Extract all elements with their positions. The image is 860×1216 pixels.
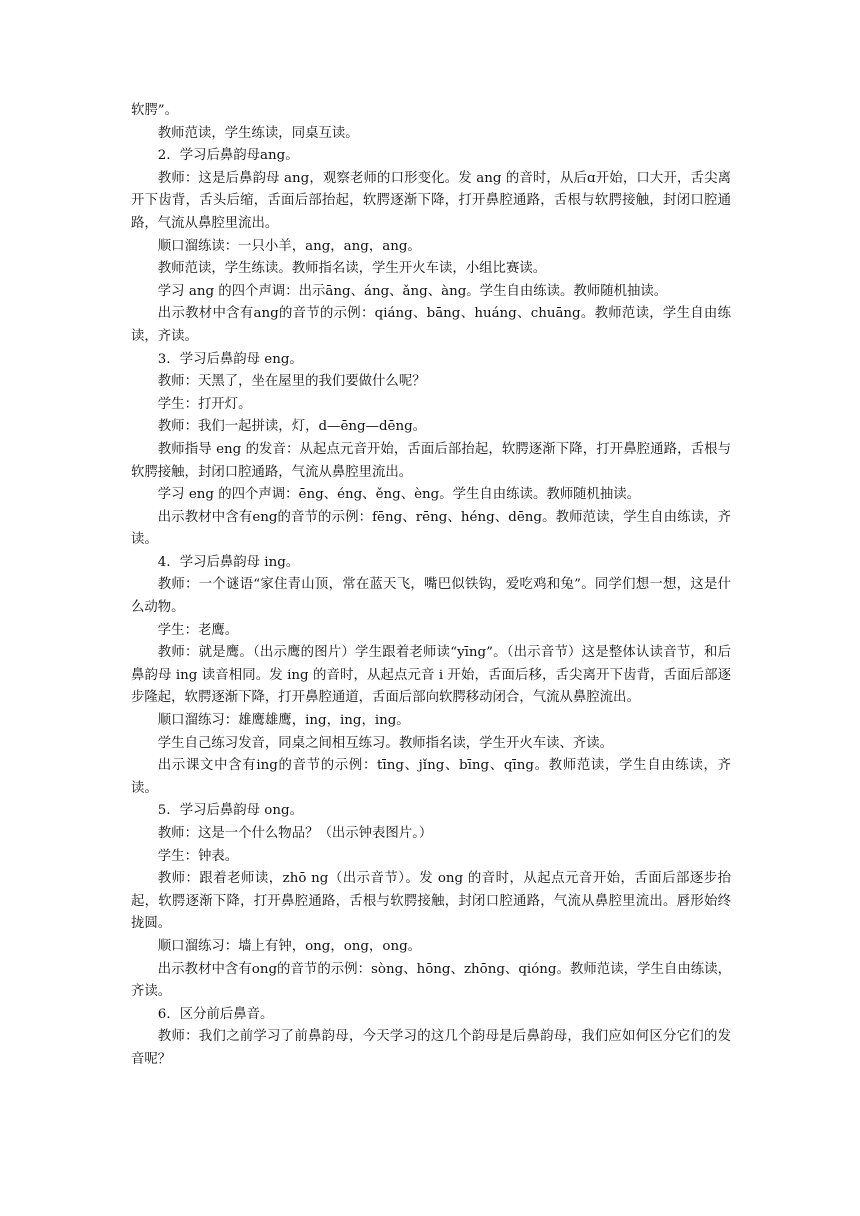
paragraph: 教师范读，学生练读，同桌互读。 [157, 125, 359, 141]
paragraph: 顺口溜练读：一只小羊，ang，ang，ang。 [157, 238, 421, 254]
paragraph: 2．学习后鼻韵母ang。 [157, 148, 299, 164]
paragraph: 教师：天黑了，坐在屋里的我们要做什么呢？ [157, 374, 426, 390]
paragraph: 教师：我们之前学习了前鼻韵母，今天学习的这几个韵母是后鼻韵母，我们应如何区分它们的发音呢？ [131, 1029, 731, 1067]
paragraph: 学习 eng 的四个声调：ēng、éng、ěng、èng。学生自由练读。教师随机抽读。 [157, 487, 641, 503]
paragraph: 出示教材中含有eng的音节的示例：fēng、rēng、héng、dēng。教师范读，学生自由练读，齐读。 [131, 509, 731, 548]
paragraph: 教师：我们一起拼读，灯，d—ēng—dēng。 [157, 419, 427, 435]
paragraph: 教师：一个谜语“家住青山顶，常在蓝天飞，嘴巴似铁钩，爱吃鸡和兔”。同学们想一想，这是什么动物。 [131, 577, 731, 616]
paragraph: 出示课文中含有ing的音节的示例：tīng、jǐng、bīng、qīng。教师范读，学生自由练读，齐读。 [131, 758, 731, 796]
paragraph: 出示教材中含有ang的音节的示例：qiáng、bāng、huáng、chuāng。教师范读，学生自由练读，齐读。 [131, 306, 731, 344]
paragraph: 软腭”。 [131, 103, 179, 118]
paragraph: 学生：老鹰。 [157, 622, 239, 638]
paragraph: 出示教材中含有ong的音节的示例：sòng、hōng、zhōng、qióng。教师范读，学生自由练读，齐读。 [131, 961, 731, 1000]
paragraph: 教师指导 eng 的发音：从起点元音开始，舌面后部抬起，软腭逐渐下降，打开鼻腔通路，舌根与软腭接触，封闭口腔通路，气流从鼻腔里流出。 [131, 441, 731, 480]
paragraph: 顺口溜练习：雄鹰雄鹰，ing，ing，ing。 [157, 713, 410, 729]
paragraph: 教师：就是鹰。（出示鹰的图片）学生跟着老师读“yīng”。（出示音节）这是整体认读音节，和后鼻韵母 ing 读音相同。发 ing 的音时，从起点元音 i 开始，舌面后移，舌尖离开下齿背，舌面后部逐步隆起，软腭逐渐下降，打开鼻腔通道，舌面后部向软腭移动闭合，气流从鼻腔流出。 [131, 645, 731, 706]
paragraph: 5．学习后鼻韵母 ong。 [157, 803, 303, 819]
paragraph: 4．学习后鼻韵母 ing。 [157, 554, 300, 570]
paragraph: 教师范读，学生练读。教师指名读，学生开火车读，小组比赛读。 [157, 261, 547, 277]
paragraph: 3．学习后鼻韵母 eng。 [157, 351, 303, 367]
paragraph: 教师：这是一个什么物品？（出示钟表图片。） [157, 826, 433, 841]
paragraph: 6．区分前后鼻音。 [157, 1006, 274, 1022]
paragraph: 学生：钟表。 [157, 848, 239, 864]
paragraph: 学生自己练习发音，同桌之间相互练习。教师指名读，学生开火车读、齐读。 [157, 735, 614, 751]
document-body [131, 100, 731, 1072]
paragraph: 教师：这是后鼻韵母 ang，观察老师的口形变化。发 ang 的音时，从后ɑ开始，口大开，舌尖离开下齿背，舌头后缩，舌面后部抬起，软腭逐渐下降，打开鼻腔通路，舌根与软腭接触，封闭口腔通路，气流从鼻腔里流出。 [131, 170, 731, 231]
paragraph: 学生：打开灯。 [157, 396, 252, 412]
paragraph: 顺口溜练习：墙上有钟，ong，ong，ong。 [157, 938, 422, 954]
paragraph: 教师：跟着老师读，zhō ng（出示音节）。发 ong 的音时，从起点元音开始，舌面后部逐步抬起，软腭逐渐下降，打开鼻腔通路，舌根与软腭接触，封闭口腔通路，气流从鼻腔里流出。唇形始终拢圆。 [131, 871, 731, 932]
paragraph: 学习 ang 的四个声调：出示āng、áng、ǎng、àng。学生自由练读。教师随机抽读。 [157, 283, 668, 299]
